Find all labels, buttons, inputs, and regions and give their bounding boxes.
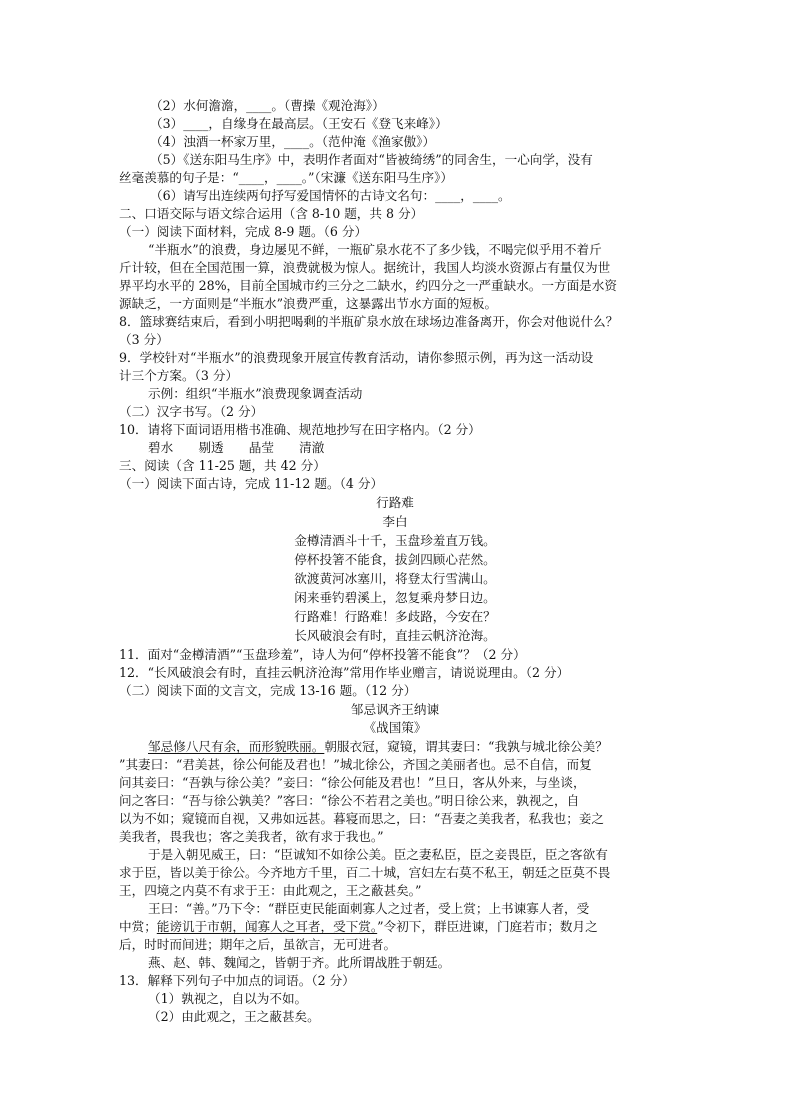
prose-paragraph: 王，四境之内莫不有求于王：由此观之，王之蔽甚矣。” (119, 883, 422, 898)
prose-paragraph: 以为不如；窥镜而自视，又弗如远甚。暮寝而思之，曰：“吾妻之美我者，私我也；妾之 (119, 811, 605, 826)
prose-text: 中赏； (119, 919, 157, 934)
question-12: 12．“长风破浪会有时，直挂云帆济沧海”常用作毕业赠言，请说说理由。（2 分） (119, 665, 570, 680)
prose-title: 邹忌讽齐王纳谏 (350, 702, 440, 717)
q7-item-5: （5）《送东阳马生序》中，表明作者面对“皆被绮绣”的同舍生，一心向学，没有 (150, 152, 593, 167)
material-paragraph: 界平均水平的 28%，目前全国城市约三分之二缺水，约四分之一严重缺水。一方面是水资 (119, 278, 617, 293)
prose-paragraph: 问其妾曰：“吾孰与徐公美？”妾曰：“徐公何能及君也！”旦日，客从外来，与坐谈， (119, 775, 586, 790)
prose-source: 《战国策》 (363, 720, 427, 735)
prose-text: ”令初下，群臣进谏，门庭若市；数月之 (377, 919, 598, 934)
question-9: 9．学校针对“半瓶水”的浪费现象开展宣传教育活动，请你参照示例，再为这一活动设 (119, 350, 594, 365)
prose-text: 朝服衣冠，窥镜，谓其妻曰：“我孰与城北徐公美？ (324, 739, 608, 754)
poem-line: 停杯投箸不能食，拔剑四顾心茫然。 (294, 552, 496, 567)
prose-paragraph: 美我者，畏我也；客之美我者，欲有求于我也。” (119, 829, 384, 844)
question-13-item: （2）由此观之，王之蔽甚矣。 (148, 1009, 320, 1024)
question-8: 8．篮球赛结束后，看到小明把喝剩的半瓶矿泉水放在球场边准备离开，你会对他说什么？ (119, 314, 619, 329)
poem-line: 闲来垂钓碧溪上，忽复乘舟梦日边。 (294, 590, 496, 605)
underlined-sentence: 能谤讥于市朝，闻寡人之耳者，受下赏。 (156, 919, 378, 934)
poem-line: 金樽清酒斗十千，玉盘珍羞直万钱。 (294, 533, 496, 548)
poem-line: 欲渡黄河冰塞川，将登太行雪满山。 (294, 571, 496, 586)
q7-item-6: （6）请写出连续两句抒写爱国情怀的古诗文名句：____，____。 (150, 188, 511, 203)
prose-paragraph (148, 738, 608, 756)
question-11: 11．面对“金樽清酒”“玉盘珍羞”，诗人为何“停杯投箸不能食”？（2 分） (119, 647, 526, 662)
material-paragraph: 斤计较，但在全国范围一算，浪费就极为惊人。据统计，我国人均淡水资源占有量仅为世 (119, 260, 611, 275)
question-9-cont: 计三个方案。（3 分） (119, 368, 239, 383)
q7-item-2: （2）水何澹澹，____。（曹操《观沧海》） (150, 98, 385, 113)
prose-paragraph: 燕、赵、韩、魏闻之，皆朝于齐。此所谓战胜于朝廷。 (148, 955, 451, 970)
underlined-sentence: 邹忌修八尺有余，而形貌昳丽。 (148, 739, 325, 754)
question-13: 13．解释下列句子中加点的词语。（2 分） (119, 973, 355, 988)
question-13-item: （1）孰视之，自以为不如。 (148, 991, 308, 1006)
subsection-heading: （二）阅读下面的文言文，完成 13-16 题。（12 分） (119, 683, 417, 698)
poem-line: 长风破浪会有时，直挂云帆济沧海。 (294, 628, 496, 643)
prose-paragraph: 后，时时而间进；期年之后，虽欲言，无可进者。 (119, 937, 397, 952)
section-2-heading: 二、口语交际与语文综合运用（含 8-10 题，共 8 分） (119, 206, 424, 221)
question-8-score: （3 分） (119, 332, 169, 347)
prose-paragraph: 王曰：“善。”乃下令：“群臣吏民能面刺寡人之过者，受上赏；上书谏寡人者，受 (148, 901, 590, 916)
question-10: 10．请将下面词语用楷书准确、规范地抄写在田字格内。（2 分） (119, 422, 481, 437)
prose-paragraph: ”其妻曰：“君美甚，徐公何能及君也！”城北徐公，齐国之美丽者也。忌不自信，而复 (119, 757, 592, 772)
subsection-heading: （一）阅读下面古诗，完成 11-12 题。（4 分） (119, 476, 384, 491)
prose-paragraph: 求于臣，皆以美于徐公。今齐地方千里，百二十城，宫妇左右莫不私王，朝廷之臣莫不畏 (119, 865, 611, 880)
question-9-example: 示例：组织“半瓶水”浪费现象调查活动 (148, 386, 363, 401)
q7-item-4: （4）浊酒一杯家万里，____。（范仲淹《渔家傲》） (150, 134, 436, 149)
subsection-heading: （二）汉字书写。（2 分） (119, 404, 264, 419)
material-paragraph: “半瓶水”的浪费，身边屡见不鲜，一瓶矿泉水花不了多少钱，不喝完似乎用不着斤 (148, 242, 602, 257)
poem-author: 李白 (382, 514, 408, 529)
subsection-heading: （一）阅读下面材料，完成 8-9 题。（6 分） (119, 224, 368, 239)
section-3-heading: 三、阅读（含 11-25 题，共 42 分） (119, 458, 326, 473)
prose-paragraph: 于是入朝见威王，曰：“臣诚知不如徐公美。臣之妻私臣，臣之妾畏臣，臣之客欲有 (148, 847, 608, 862)
poem-title: 行路难 (376, 495, 414, 510)
material-paragraph: 源缺乏，一方面则是“半瓶水”浪费严重，这暴露出节水方面的短板。 (119, 296, 498, 311)
prose-paragraph (119, 918, 598, 936)
question-10-words: 碧水 剔透 晶莹 清澈 (148, 440, 325, 455)
prose-paragraph: 问之客曰：“吾与徐公孰美？”客曰：“徐公不若君之美也。”明日徐公来，孰视之，自 (119, 793, 580, 808)
poem-line: 行路难！行路难！多歧路，今安在？ (294, 609, 496, 624)
q7-item-3: （3）____，自缘身在最高层。（王安石《登飞来峰》） (150, 116, 448, 131)
q7-item-5-cont: 丝毫羡慕的句子是：“____，____。”（宋濂《送东阳马生序》） (119, 170, 454, 185)
